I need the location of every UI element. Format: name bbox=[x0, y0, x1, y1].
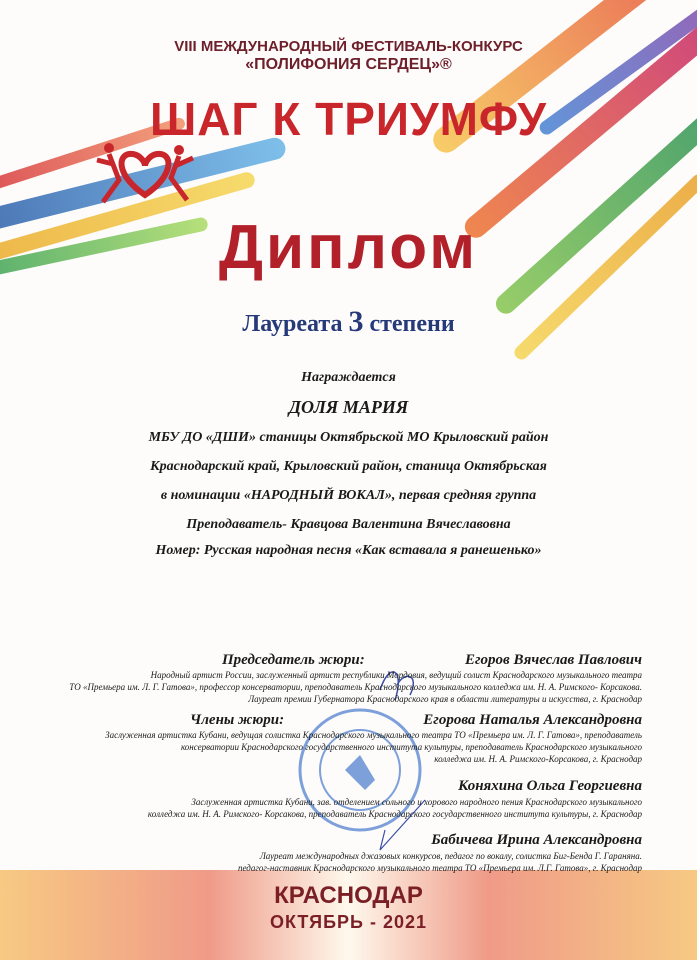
footer-date: ОКТЯБРЬ - 2021 bbox=[269, 912, 428, 932]
jury-member-name: Бабичева Ирина Александровна bbox=[431, 832, 642, 848]
degree-prefix: Лауреата bbox=[242, 311, 343, 337]
recipient-name: ДОЛЯ МАРИЯ bbox=[288, 397, 409, 417]
detail-line: в номинации «НАРОДНЫЙ ВОКАЛ», первая средняя группа bbox=[160, 488, 537, 503]
jury-chair-label: Председатель жюри: bbox=[222, 652, 365, 668]
festival-title: ШАГ К ТРИУМФУ bbox=[149, 93, 548, 145]
jury-members-label: Члены жюри: bbox=[190, 712, 285, 728]
jury-member-name: Коняхина Ольга Георгиевна bbox=[458, 778, 642, 794]
laureate-degree bbox=[0, 305, 697, 339]
detail-line: Краснодарский край, Крыловский район, станица Октябрьская bbox=[150, 459, 547, 474]
jury-member-description: Лауреат международных джазовых конкурсов, педагог по вокалу, солистка Биг-Бенда Г. Гараняна. педагог-наставник Краснодарского музыкального театра ТО «Премьера им. Л.Г. Гатова», г. Краснодар bbox=[238, 851, 642, 873]
jury-member-description: Заслуженная артистка Кубани, ведущая солистка Краснодарского музыкального театра ТО «Премьера им. Л. Г. Гатова», преподаватель консерватории Краснодарского государственного института культуры, преподаватель Краснодарского музыкального колледжа им. Н. А. Римского-Корсакова, г. Краснодар bbox=[105, 730, 642, 764]
footer-city: КРАСНОДАР bbox=[274, 882, 423, 909]
festival-header-line2: «ПОЛИФОНИЯ СЕРДЕЦ»® bbox=[245, 56, 452, 73]
festival-header-line1: VIII МЕЖДУНАРОДНЫЙ ФЕСТИВАЛЬ-КОНКУРС bbox=[174, 38, 523, 55]
awarded-label: Награждается bbox=[301, 370, 396, 385]
degree-suffix: степени bbox=[369, 311, 455, 337]
document-title: Диплом bbox=[218, 213, 479, 282]
detail-line: МБУ ДО «ДШИ» станицы Октябрьской МО Крыловский район bbox=[148, 430, 549, 445]
degree-number: 3 bbox=[348, 305, 364, 338]
festival-logo-dancers-heart-icon bbox=[95, 140, 195, 205]
detail-line: Преподаватель- Кравцова Валентина Вячеславовна bbox=[186, 517, 511, 532]
detail-line: Номер: Русская народная песня «Как вставала я ранешенько» bbox=[155, 543, 542, 558]
jury-member-description: Народный артист России, заслуженный артист республики Мордовия, ведущий солист Краснодарского музыкального театра ТО «Премьера им. Л. Г. Гатова», профессор консерватории, преподаватель Краснодарского музыкального колледжа им. Н. А. Римского- Корсакова. Лауреат премии Губернатора Краснодарского края в области литературы и искусства, г. Краснодар bbox=[69, 670, 642, 704]
jury-member-name: Егорова Наталья Александровна bbox=[423, 712, 642, 728]
jury-member-name: Егоров Вячеслав Павлович bbox=[464, 652, 642, 668]
jury-member-description: Заслуженная артистка Кубани, зав. отделением сольного и хорового народного пения Краснодарского музыкального колледжа им. Н. А. Римского- Корсакова, преподаватель Краснодарского государственного института культуры, г. Краснодар bbox=[147, 797, 642, 819]
